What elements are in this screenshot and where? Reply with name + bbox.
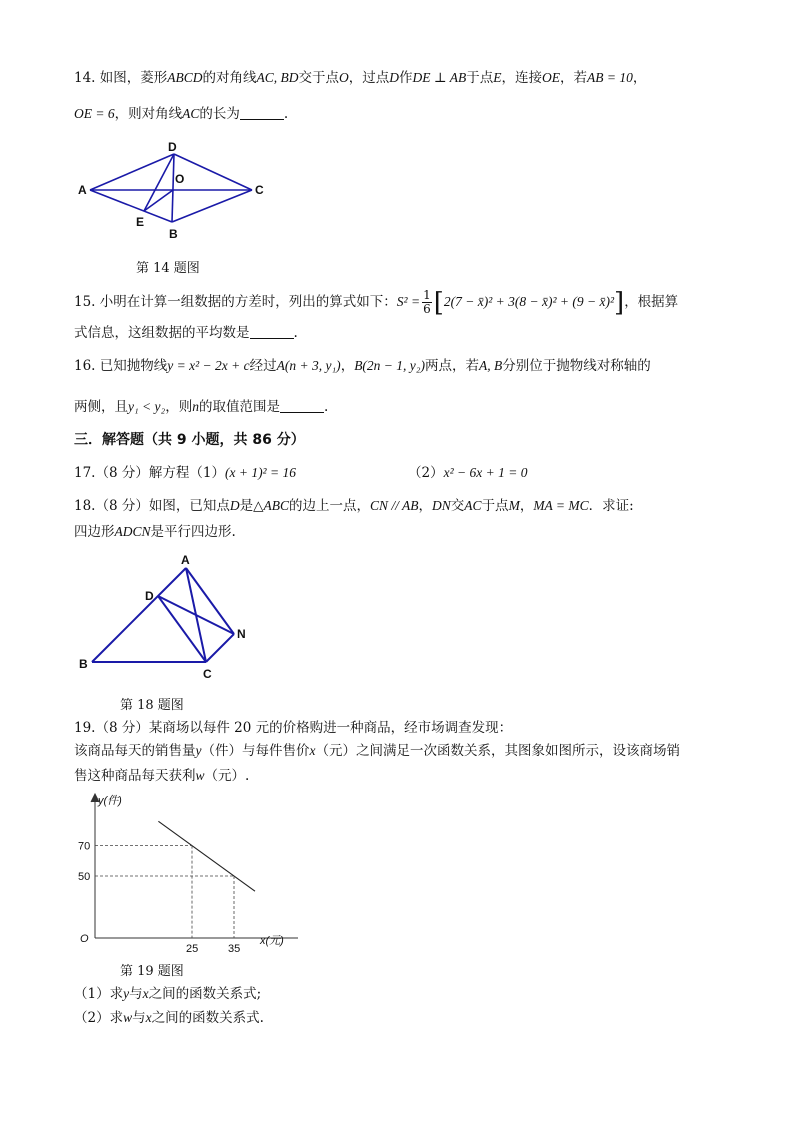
segment-de [144, 154, 174, 211]
label-n: N [237, 627, 246, 641]
rhombus-figure [74, 136, 274, 246]
segment-cn [206, 634, 234, 662]
q19-line3: 售这种商品每天获利w（元）. [74, 768, 250, 784]
edge-dc [174, 154, 252, 190]
label-c: C [255, 183, 264, 197]
segment-dn [158, 596, 234, 634]
label-a: A [181, 553, 190, 567]
q19-sub1: （1）求y与x之间的函数关系式; [74, 986, 262, 1002]
label-d: D [168, 140, 177, 154]
answer-blank [250, 324, 294, 339]
y-tick-label: 50 [78, 871, 91, 883]
edge-ad [90, 154, 174, 190]
linear-function-graph [74, 790, 314, 956]
label-o: O [175, 172, 185, 186]
q19-sub2: （2）求w与x之间的函数关系式. [74, 1010, 264, 1026]
label-b: B [79, 657, 88, 671]
answer-blank [240, 105, 284, 120]
label-e: E [136, 215, 145, 229]
fraction-one-sixth: $\frac{1}{6}$ [423, 288, 431, 316]
q16-line1: 16. 已知抛物线y = x² − 2x + c经过A(n + 3, y₁)，B(2n − 1, y₂)两点，若A, B分别位于抛物线对称轴的 [74, 358, 651, 374]
y-tick-label: 70 [78, 840, 91, 853]
q17-line: 17.（8 分）解方程（1）(x + 1)² = 16 [74, 465, 296, 481]
x-tick-label: 25 [186, 943, 199, 955]
q18-line2: 四边形ADCN是平行四边形. [74, 524, 236, 540]
section-title: 三．解答题（共 9 小题，共 86 分） [74, 432, 305, 448]
x-tick-label: 35 [228, 943, 241, 955]
q14-caption: 第 14 题图 [136, 261, 200, 276]
x-axis-label: x(元) [260, 935, 284, 947]
diagonal-bd [172, 154, 174, 222]
label-a: A [78, 183, 87, 197]
origin-label: O [80, 933, 89, 945]
function-line [158, 821, 255, 891]
q14-line1: 14. 如图，菱形ABCD的对角线AC, BD交于点O，过点D作DE ⊥ AB于点E，连接OE，若AB = 10， [74, 70, 647, 86]
q15-line1: 15. 小明在计算一组数据的方差时，列出的算式如下：S² = $\frac{1}{6}$ [2(7 − x̄)² + 3(8 − x̄)² + (9 − x̄)²]，根据算 [74, 288, 679, 318]
q18-line1: 18.（8 分）如图，已知点D是△ABC的边上一点，CN // AB，DN交AC于点M，MA = MC．求证: [74, 498, 634, 514]
q14-line2: OE = 6，则对角线AC的长为 . [74, 106, 289, 122]
q15-line2: 式信息，这组数据的平均数是 . [74, 325, 298, 341]
answer-blank [280, 398, 324, 413]
q19-line2: 该商品每天的销售量y（件）与每件售价x（元）之间满足一次函数关系，其图象如图所示，设该商场销 [74, 743, 680, 759]
edge-ba [90, 190, 172, 222]
label-d: D [145, 589, 154, 603]
triangle-figure [74, 550, 274, 690]
q19-line1: 19.（8 分）某商场以每件 20 元的价格购进一种商品，经市场调查发现： [74, 720, 513, 736]
label-c: C [203, 667, 212, 681]
q16-line2: 两侧，且y₁ < y₂，则n的取值范围是 . [74, 399, 329, 415]
q19-caption: 第 19 题图 [120, 964, 184, 979]
q17-part2: （2）x² − 6x + 1 = 0 [408, 465, 528, 481]
edge-cb [172, 190, 252, 222]
label-b: B [169, 227, 178, 241]
q18-caption: 第 18 题图 [120, 698, 184, 713]
segment-oe [144, 190, 173, 211]
y-axis-label: y(件) [98, 795, 122, 807]
